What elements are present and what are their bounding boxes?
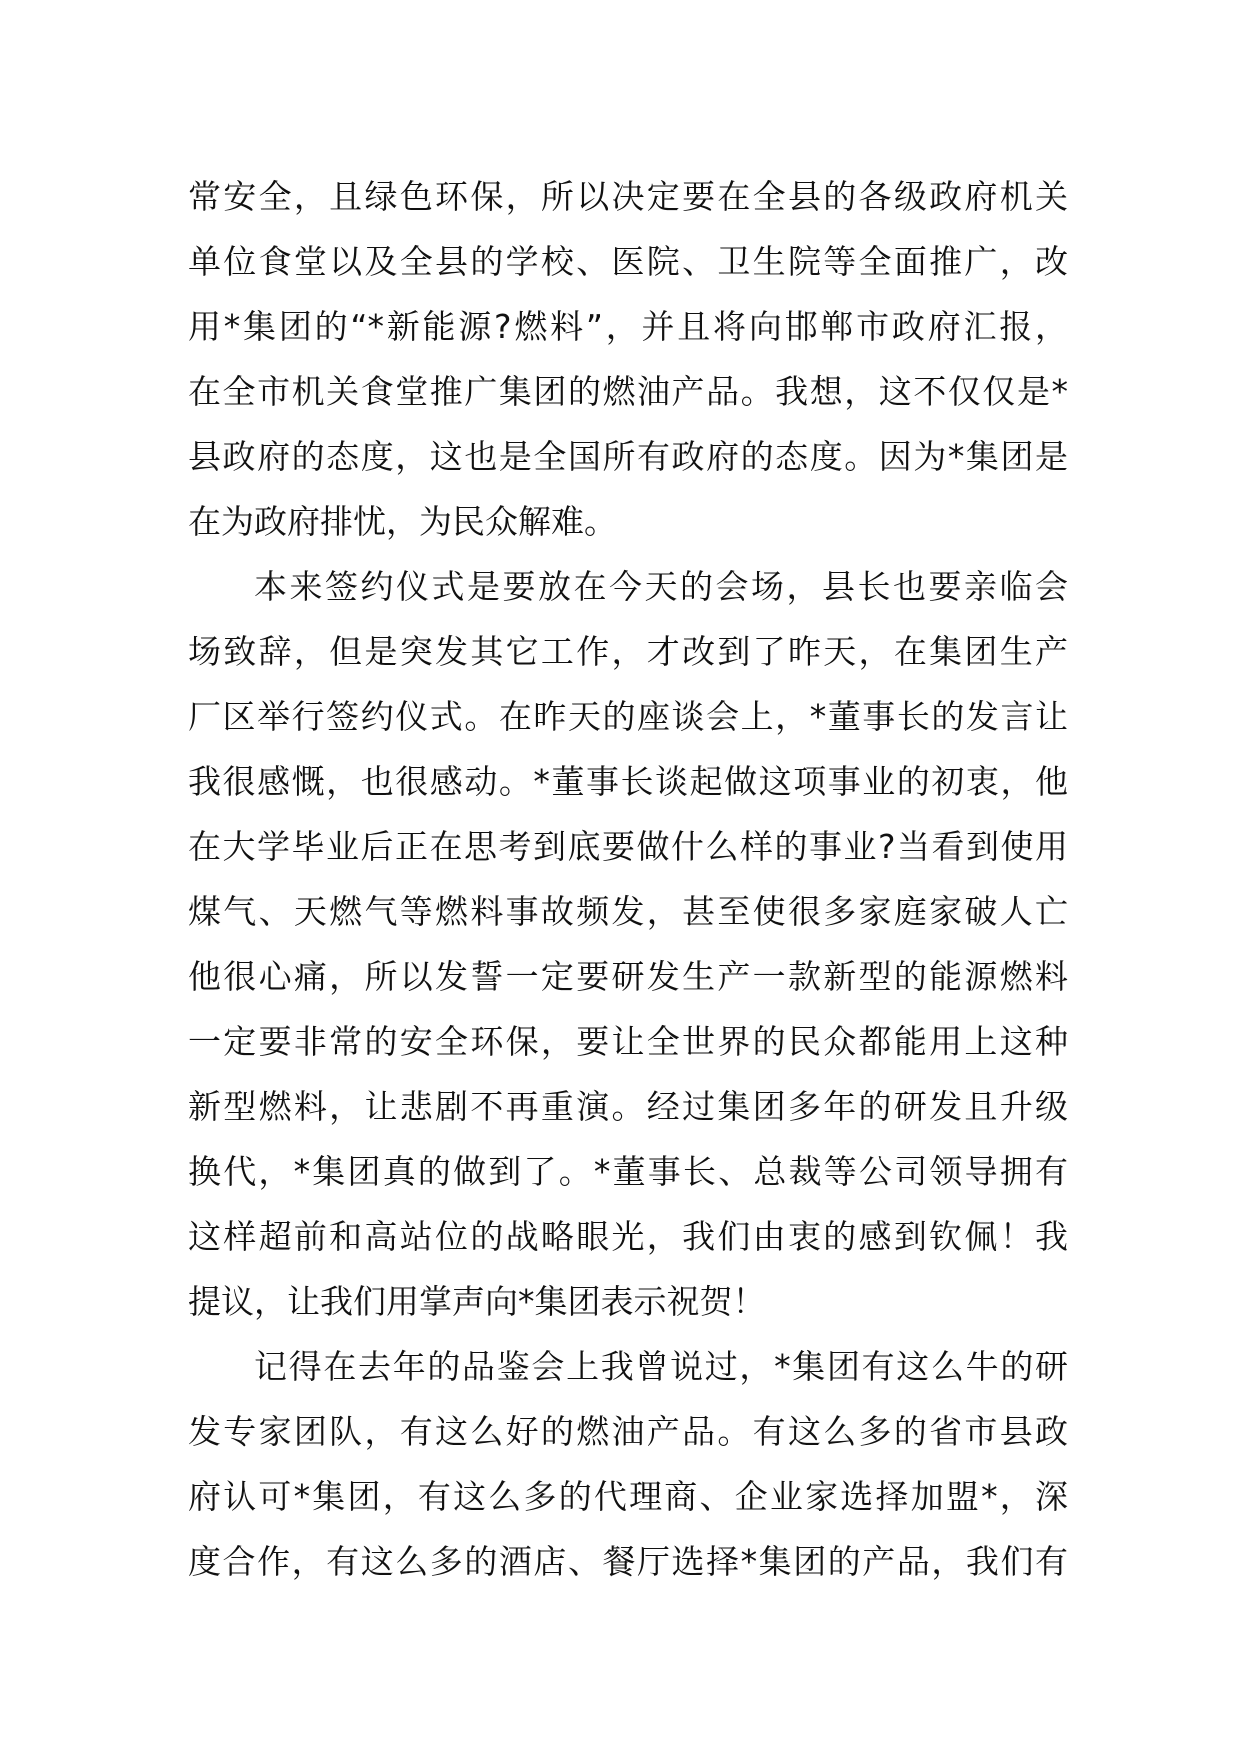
text-line: 场致辞，但是突发其它工作，才改到了昨天，在集团生产	[188, 632, 1068, 671]
text-line: 换代，*集团真的做到了。*董事长、总裁等公司领导拥有	[188, 1152, 1068, 1191]
text-line: 新型燃料，让悲剧不再重演。经过集团多年的研发且升级	[188, 1087, 1068, 1126]
text-line: 他很心痛，所以发誓一定要研发生产一款新型的能源燃料	[188, 957, 1068, 996]
text-line: 记得在去年的品鉴会上我曾说过，*集团有这么牛的研	[254, 1347, 1068, 1386]
text-line: 这样超前和高站位的战略眼光，我们由衷的感到钦佩！我	[188, 1217, 1068, 1256]
body-text	[188, 164, 1068, 1594]
text-line: 本来签约仪式是要放在今天的会场，县长也要亲临会	[254, 567, 1068, 606]
text-line: 单位食堂以及全县的学校、医院、卫生院等全面推广，改	[188, 242, 1068, 281]
text-line: 在大学毕业后正在思考到底要做什么样的事业?当看到使用	[188, 827, 1068, 866]
text-line: 发专家团队，有这么好的燃油产品。有这么多的省市县政	[188, 1412, 1068, 1451]
paragraph-1	[188, 164, 1068, 554]
paragraph-2	[188, 554, 1068, 1334]
text-line: 在全市机关食堂推广集团的燃油产品。我想，这不仅仅是*	[188, 372, 1068, 411]
paragraph-3	[188, 1334, 1068, 1594]
text-line: 用*集团的“*新能源?燃料”，并且将向邯郸市政府汇报，	[188, 307, 1068, 346]
text-line: 在为政府排忧，为民众解难。	[188, 502, 617, 541]
text-line: 常安全，且绿色环保，所以决定要在全县的各级政府机关	[188, 177, 1068, 216]
text-line: 煤气、天燃气等燃料事故频发，甚至使很多家庭家破人亡	[188, 892, 1068, 931]
text-line: 一定要非常的安全环保，要让全世界的民众都能用上这种	[188, 1022, 1068, 1061]
text-line: 府认可*集团，有这么多的代理商、企业家选择加盟*，深	[188, 1477, 1068, 1516]
text-line: 度合作，有这么多的酒店、餐厅选择*集团的产品，我们有	[188, 1542, 1068, 1581]
text-line: 我很感慨，也很感动。*董事长谈起做这项事业的初衷，他	[188, 762, 1068, 801]
text-line: 提议，让我们用掌声向*集团表示祝贺！	[188, 1282, 766, 1321]
text-line: 县政府的态度，这也是全国所有政府的态度。因为*集团是	[188, 437, 1068, 476]
text-line: 厂区举行签约仪式。在昨天的座谈会上，*董事长的发言让	[188, 697, 1068, 736]
